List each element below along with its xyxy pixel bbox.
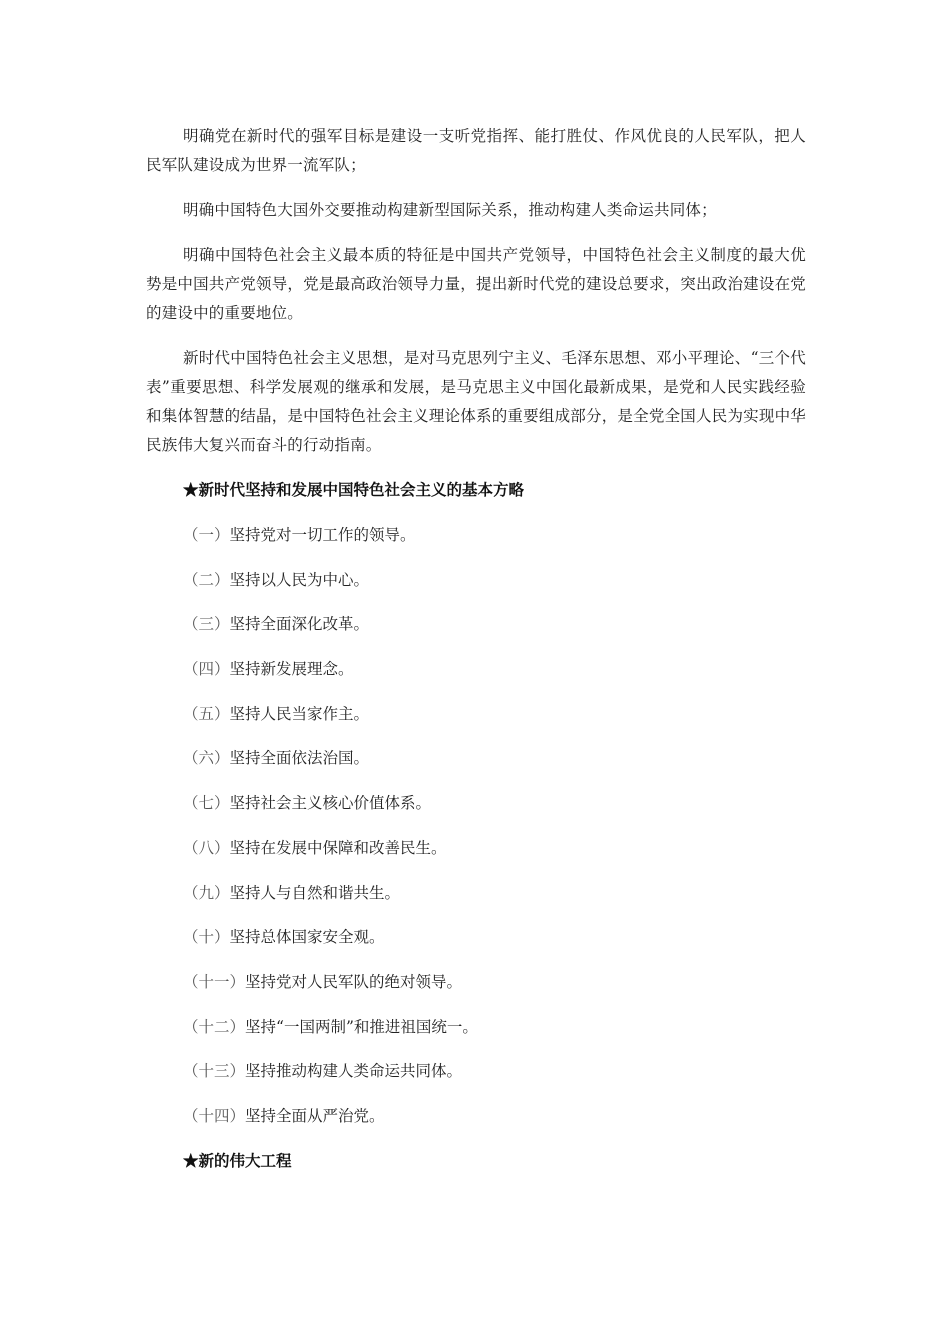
paragraph: 新时代中国特色社会主义思想，是对马克思列宁主义、毛泽东思想、邓小平理论、“三个代表”重要思想、科学发展观的继承和发展，是马克思主义中国化最新成果，是党和人民实践经验和集体智慧的结晶，是中国特色社会主义理论体系的重要组成部分，是全党全国人民为实现中华民族伟大复兴而奋斗的行动指南。 xyxy=(146,349,806,454)
paragraph: 明确中国特色大国外交要推动构建新型国际关系，推动构建人类命运共同体； xyxy=(183,201,717,219)
list-item xyxy=(183,879,806,907)
list-item-text: 坚持“一国两制”和推进祖国统一。 xyxy=(245,1017,478,1036)
list-item xyxy=(183,1057,806,1085)
list-item-text: 坚持新发展理念。 xyxy=(229,660,354,679)
list-item xyxy=(183,655,806,683)
list-item-number: （二） xyxy=(183,570,230,589)
list-item-text: 坚持人与自然和谐共生。 xyxy=(229,883,401,902)
list-item xyxy=(183,1013,806,1041)
list-item-text: 坚持在发展中保障和改善民生。 xyxy=(229,838,447,857)
list-item-text: 坚持以人民为中心。 xyxy=(229,570,370,589)
list-item-number: （四） xyxy=(183,660,230,679)
list-item-text: 坚持社会主义核心价值体系。 xyxy=(229,794,432,813)
list-item-number: （三） xyxy=(183,615,230,634)
list-item-number: （九） xyxy=(183,883,230,902)
list-item-text: 坚持党对一切工作的领导。 xyxy=(229,526,416,544)
list-item xyxy=(183,610,806,638)
list-item-text: 坚持党对人民军队的绝对领导。 xyxy=(245,972,463,991)
list-item xyxy=(183,789,806,817)
list-item xyxy=(183,1102,806,1130)
list-item-text: 坚持全面依法治国。 xyxy=(229,749,370,768)
list-item-number: （一） xyxy=(183,526,230,544)
section-heading: ★新的伟大工程 xyxy=(183,1150,292,1170)
list-item-number: （八） xyxy=(183,838,230,857)
section-heading: ★新时代坚持和发展中国特色社会主义的基本方略 xyxy=(183,480,525,499)
list-item-number: （十一） xyxy=(183,972,246,991)
list-item xyxy=(183,923,806,951)
list-item-number: （六） xyxy=(183,749,230,768)
list-item-text: 坚持全面从严治党。 xyxy=(245,1106,385,1125)
list-item-text: 坚持全面深化改革。 xyxy=(229,615,370,634)
list-item-number: （十三） xyxy=(183,1062,246,1081)
list-item xyxy=(183,744,806,772)
document-page xyxy=(146,122,806,1192)
paragraph: 明确中国特色社会主义最本质的特征是中国共产党领导，中国特色社会主义制度的最大优势是中国共产党领导，党是最高政治领导力量，提出新时代党的建设总要求，突出政治建设在党的建设中的重要地位。 xyxy=(146,246,806,322)
list-item-text: 坚持总体国家安全观。 xyxy=(229,928,385,947)
paragraph: 明确党在新时代的强军目标是建设一支听党指挥、能打胜仗、作风优良的人民军队，把人民军队建设成为世界一流军队； xyxy=(146,127,806,174)
list-item-number: （十四） xyxy=(183,1106,246,1125)
list-item-text: 坚持人民当家作主。 xyxy=(229,704,370,723)
list-item xyxy=(183,834,806,862)
list-item-number: （五） xyxy=(183,704,230,723)
list-item xyxy=(183,566,806,594)
list-item xyxy=(183,521,806,549)
list-item-number: （七） xyxy=(183,794,230,813)
list-item-text: 坚持推动构建人类命运共同体。 xyxy=(245,1062,463,1081)
strategy-list xyxy=(146,521,806,1130)
list-item xyxy=(183,968,806,996)
list-item-number: （十） xyxy=(183,928,230,947)
list-item-number: （十二） xyxy=(183,1017,246,1036)
list-item xyxy=(183,700,806,728)
